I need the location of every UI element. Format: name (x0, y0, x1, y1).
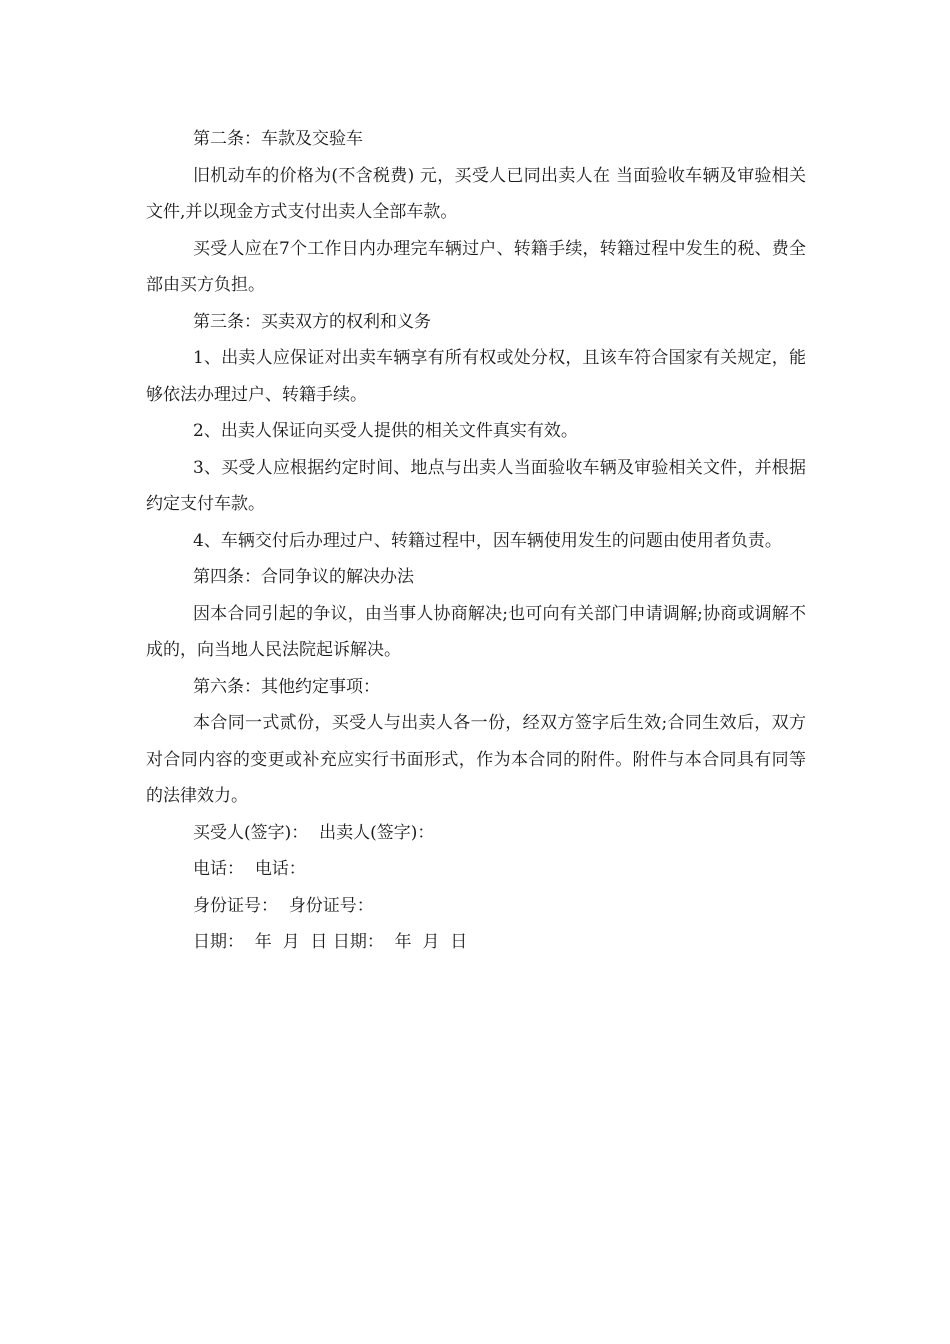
seller-phone-label: 电话： (254, 859, 306, 879)
clause-1: 1、出卖人应保证对出卖车辆享有所有权或处分权，且该车符合国家有关规定，能够依法办理过户、转籍手续。 (146, 348, 806, 405)
phone-line (146, 851, 806, 888)
buyer-id-label: 身份证号： (193, 895, 278, 916)
section-heading-article-6: 第六条：其他约定事项： (193, 676, 380, 697)
date-line (146, 924, 806, 961)
id-line (146, 888, 806, 925)
section-heading-article-2: 第二条：车款及交验车 (193, 129, 363, 149)
clause-4: 4、车辆交付后办理过户、转籍过程中，因车辆使用发生的问题由使用者负责。 (193, 530, 782, 551)
seller-signature-label: 出卖人(签字)： (319, 822, 435, 843)
clause-2: 2、出卖人保证向买受人提供的相关文件真实有效。 (193, 421, 578, 441)
buyer-signature-label: 买受人(签字)： (193, 822, 309, 843)
clause-3: 3、买受人应根据约定时间、地点与出卖人当面验收车辆及审验相关文件，并根据约定支付车款。 (146, 457, 806, 514)
buyer-date-label: 日期： 年 月 日 (193, 932, 328, 952)
section-heading-article-3: 第三条：买卖双方的权利和义务 (193, 311, 431, 332)
section-heading-article-4: 第四条：合同争议的解决办法 (193, 567, 414, 587)
paragraph-price: 旧机动车的价格为(不含税费) 元，买受人已同出卖人在 当面验收车辆及审验相关文件,并以现金方式支付出卖人全部车款。 (146, 165, 806, 222)
seller-id-label: 身份证号： (288, 895, 374, 916)
contract-page (146, 121, 806, 961)
paragraph-transfer: 买受人应在7个工作日内办理完车辆过户、转籍手续，转籍过程中发生的税、费全部由买方负担。 (146, 238, 806, 295)
signature-line (146, 815, 806, 852)
paragraph-other-terms: 本合同一式贰份，买受人与出卖人各一份，经双方签字后生效;合同生效后，双方对合同内容的变更或补充应实行书面形式，作为本合同的附件。附件与本合同具有同等的法律效力。 (146, 713, 806, 806)
paragraph-dispute: 因本合同引起的争议，由当事人协商解决;也可向有关部门申请调解;协商或调解不成的，向当地人民法院起诉解决。 (146, 603, 806, 660)
buyer-phone-label: 电话： (193, 859, 244, 879)
seller-date-label: 日期： 年 月 日 (332, 932, 468, 952)
